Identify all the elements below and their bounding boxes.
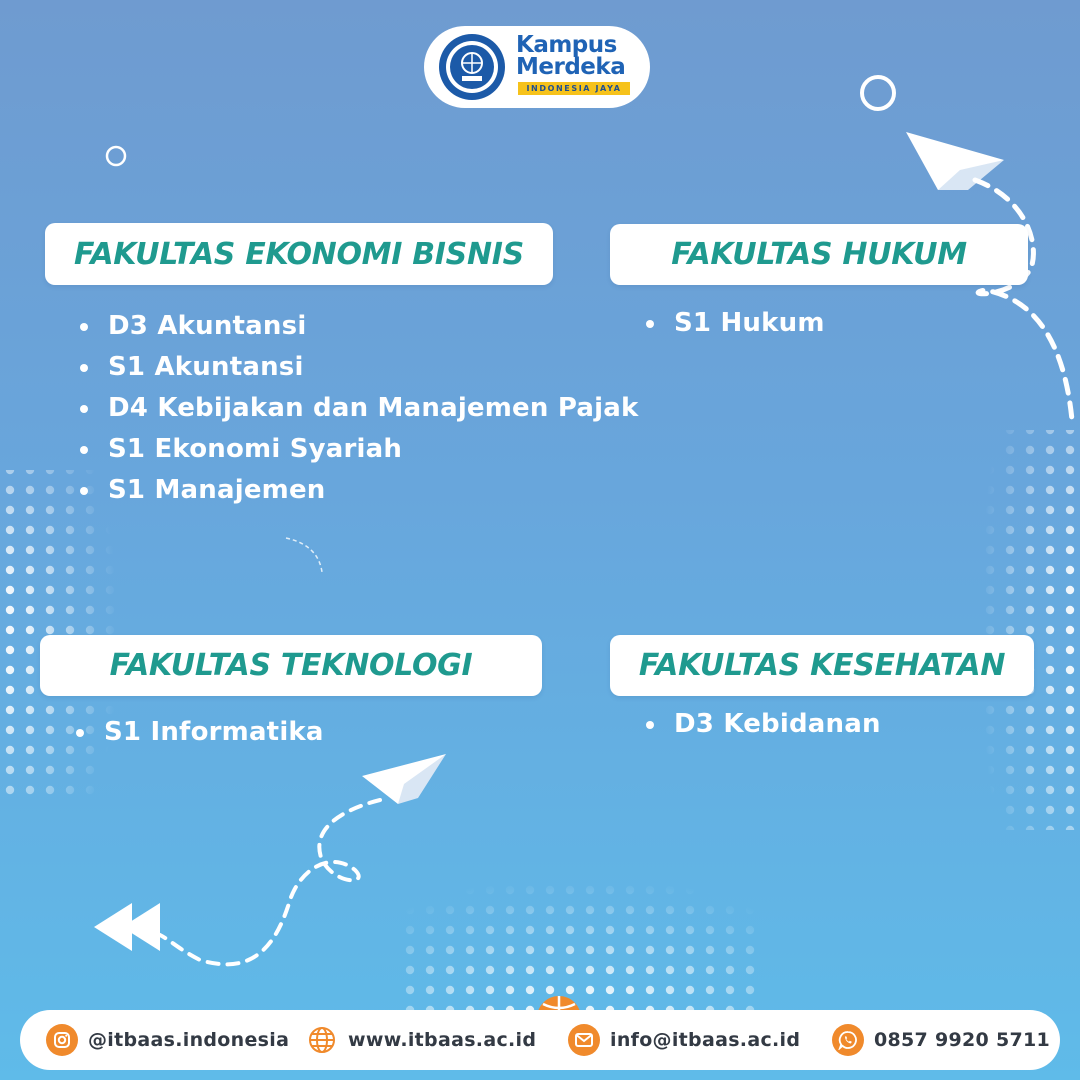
website-url: www.itbaas.ac.id xyxy=(348,1029,537,1051)
contact-footer xyxy=(20,1010,1060,1070)
faculty-kesehatan-programs xyxy=(644,704,881,745)
globe-icon xyxy=(306,1024,338,1056)
brand-tagline: INDONESIA JAYA xyxy=(518,82,630,95)
paper-plane-icon xyxy=(906,132,1004,190)
faculty-hukum-programs xyxy=(644,303,825,344)
faculty-ekonomi-bisnis-programs xyxy=(78,306,639,511)
faculty-teknologi-title: FAKULTAS TEKNOLOGI xyxy=(40,635,542,696)
faculty-kesehatan-title: FAKULTAS KESEHATAN xyxy=(610,635,1034,696)
program-item: S1 Akuntansi xyxy=(78,347,639,388)
mail-icon xyxy=(568,1024,600,1056)
paper-plane-small-icon xyxy=(362,754,446,804)
logo-badge xyxy=(424,26,650,108)
whatsapp-number: 0857 9920 5711 xyxy=(874,1029,1051,1051)
program-item: S1 Informatika xyxy=(74,712,324,753)
rewind-icon xyxy=(94,903,160,951)
program-item: D4 Kebijakan dan Manajemen Pajak xyxy=(78,388,639,429)
brand-line-2: Merdeka xyxy=(516,54,626,80)
faculty-ekonomi-bisnis-title: FAKULTAS EKONOMI BISNIS xyxy=(45,223,553,285)
email-address: info@itbaas.ac.id xyxy=(610,1029,801,1051)
website-contact[interactable] xyxy=(306,1024,536,1056)
instagram-handle: @itbaas.indonesia xyxy=(88,1029,290,1051)
program-item: S1 Manajemen xyxy=(78,470,639,511)
email-contact[interactable] xyxy=(568,1024,800,1056)
kampus-merdeka-logo xyxy=(516,32,642,102)
program-item: S1 Hukum xyxy=(644,303,825,344)
program-item: S1 Ekonomi Syariah xyxy=(78,429,639,470)
whatsapp-contact[interactable] xyxy=(832,1024,1050,1056)
faculty-teknologi-programs xyxy=(74,712,324,753)
instagram-icon xyxy=(46,1024,78,1056)
whatsapp-icon xyxy=(832,1024,864,1056)
faculty-hukum-title: FAKULTAS HUKUM xyxy=(610,224,1028,285)
program-item: D3 Kebidanan xyxy=(644,704,881,745)
itbaas-seal-icon xyxy=(438,33,506,101)
brand-line-1: Kampus xyxy=(516,32,617,58)
instagram-contact[interactable] xyxy=(46,1024,289,1056)
program-item: D3 Akuntansi xyxy=(78,306,639,347)
